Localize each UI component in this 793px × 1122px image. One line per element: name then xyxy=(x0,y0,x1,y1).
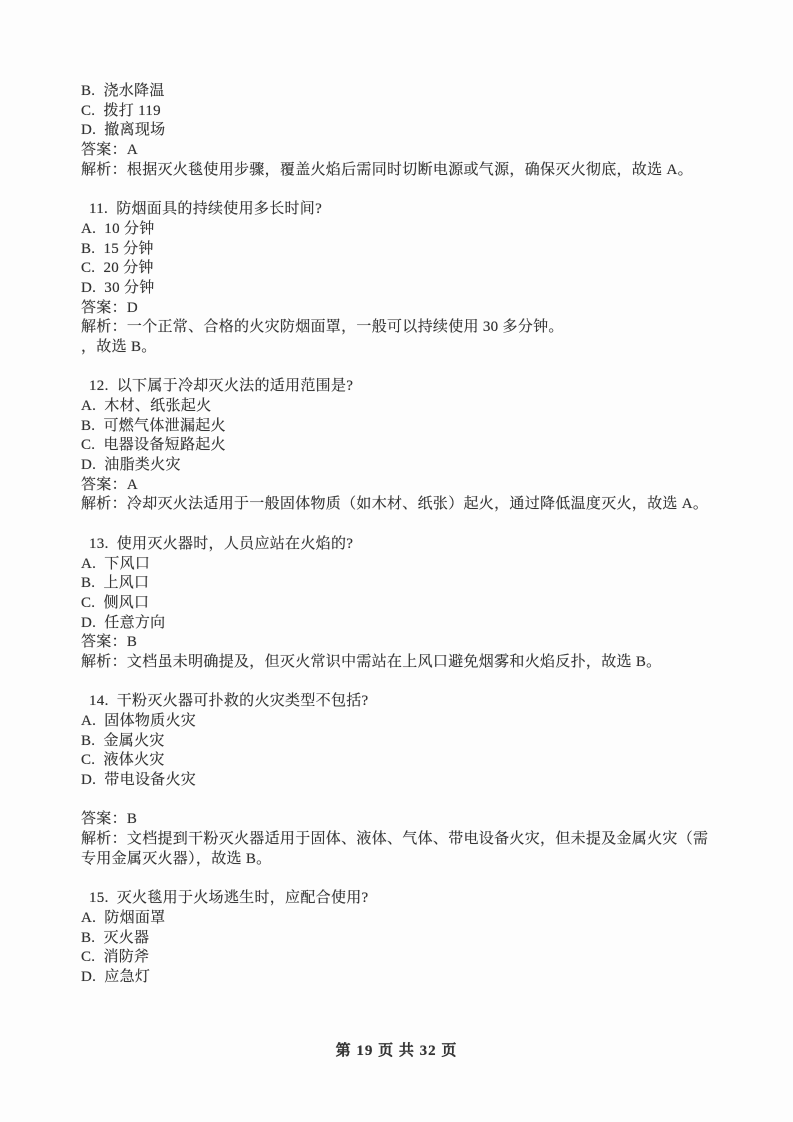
document-body xyxy=(81,82,723,1007)
option-line: D. 撤离现场 xyxy=(81,122,166,139)
option-line: B. 浇水降温 xyxy=(81,83,165,99)
option-line: D. 油脂类火灾 xyxy=(81,457,181,474)
option-line: A. 10 分钟 xyxy=(81,220,155,237)
answer-line: 答案：A xyxy=(81,142,139,159)
page-footer: 第 19 页 共 32 页 xyxy=(335,1043,458,1059)
question-14 xyxy=(81,692,723,869)
option-line: B. 金属火灾 xyxy=(81,732,165,749)
question-12 xyxy=(81,377,723,515)
option-line: D. 任意方向 xyxy=(81,614,166,631)
option-line: D. 应急灯 xyxy=(81,968,151,985)
option-line: C. 消防斧 xyxy=(81,949,150,966)
option-line: B. 上风口 xyxy=(81,575,150,592)
option-line: B. 灭火器 xyxy=(81,929,150,946)
option-line: C. 电器设备短路起火 xyxy=(81,437,226,454)
question-line: 15. 灭火毯用于火场逃生时，应配合使用? xyxy=(89,890,369,907)
option-line: A. 木材、纸张起火 xyxy=(81,398,212,414)
analysis-line: 解析：冷却灭火法适用于一般固体物质（如木材、纸张）起火，通过降低温度灭火，故选 A。 xyxy=(81,496,709,513)
option-line: C. 液体火灾 xyxy=(81,752,165,769)
answer-line: 答案：B xyxy=(81,811,138,828)
answer-line: 答案：D xyxy=(81,299,139,316)
question-line: 12. 以下属于冷却灭火法的适用范围是? xyxy=(89,378,354,395)
analysis-line: 专用金属灭火器），故选 B。 xyxy=(81,850,272,867)
analysis-line: 解析：文档提到干粉灭火器适用于固体、液体、气体、带电设备火灾，但未提及金属火灾（需 xyxy=(81,831,709,848)
option-line: C. 20 分钟 xyxy=(81,260,154,277)
analysis-line: 解析：一个正常、合格的火灾防烟面罩，一般可以持续使用 30 多分钟。 xyxy=(81,319,564,336)
option-line: D. 带电设备火灾 xyxy=(81,772,197,789)
option-line: B. 可燃气体泄漏起火 xyxy=(81,417,226,434)
answer-line: 答案：A xyxy=(81,476,139,493)
question-15 xyxy=(81,889,723,987)
question-line: 11. 防烟面具的持续使用多长时间? xyxy=(89,201,323,218)
question-13 xyxy=(81,535,723,673)
analysis-line: 解析：文档虽未明确提及，但灭火常识中需站在上风口避免烟雾和火焰反扑，故选 B。 xyxy=(81,653,662,670)
question-line: 14. 干粉灭火器可扑救的火灾类型不包括? xyxy=(89,693,369,710)
option-line: C. 拨打 119 xyxy=(81,102,161,119)
option-line: D. 30 分钟 xyxy=(81,279,155,296)
option-line: B. 15 分钟 xyxy=(81,240,154,257)
option-line: A. 下风口 xyxy=(81,555,151,572)
option-line: C. 侧风口 xyxy=(81,594,150,611)
analysis-line: 解析：根据灭火毯使用步骤，覆盖火焰后需同时切断电源或气源，确保灭火彻底，故选 A。 xyxy=(81,161,693,178)
answer-line: 答案：B xyxy=(81,634,138,651)
analysis-line: ，故选 B。 xyxy=(81,338,157,355)
option-line: A. 防烟面罩 xyxy=(81,909,166,926)
question-line: 13. 使用灭火器时，人员应站在火焰的? xyxy=(89,535,354,552)
blank-line xyxy=(81,791,723,811)
question-10-tail xyxy=(81,82,723,180)
option-line: A. 固体物质火灾 xyxy=(81,713,197,729)
question-11 xyxy=(81,200,723,358)
